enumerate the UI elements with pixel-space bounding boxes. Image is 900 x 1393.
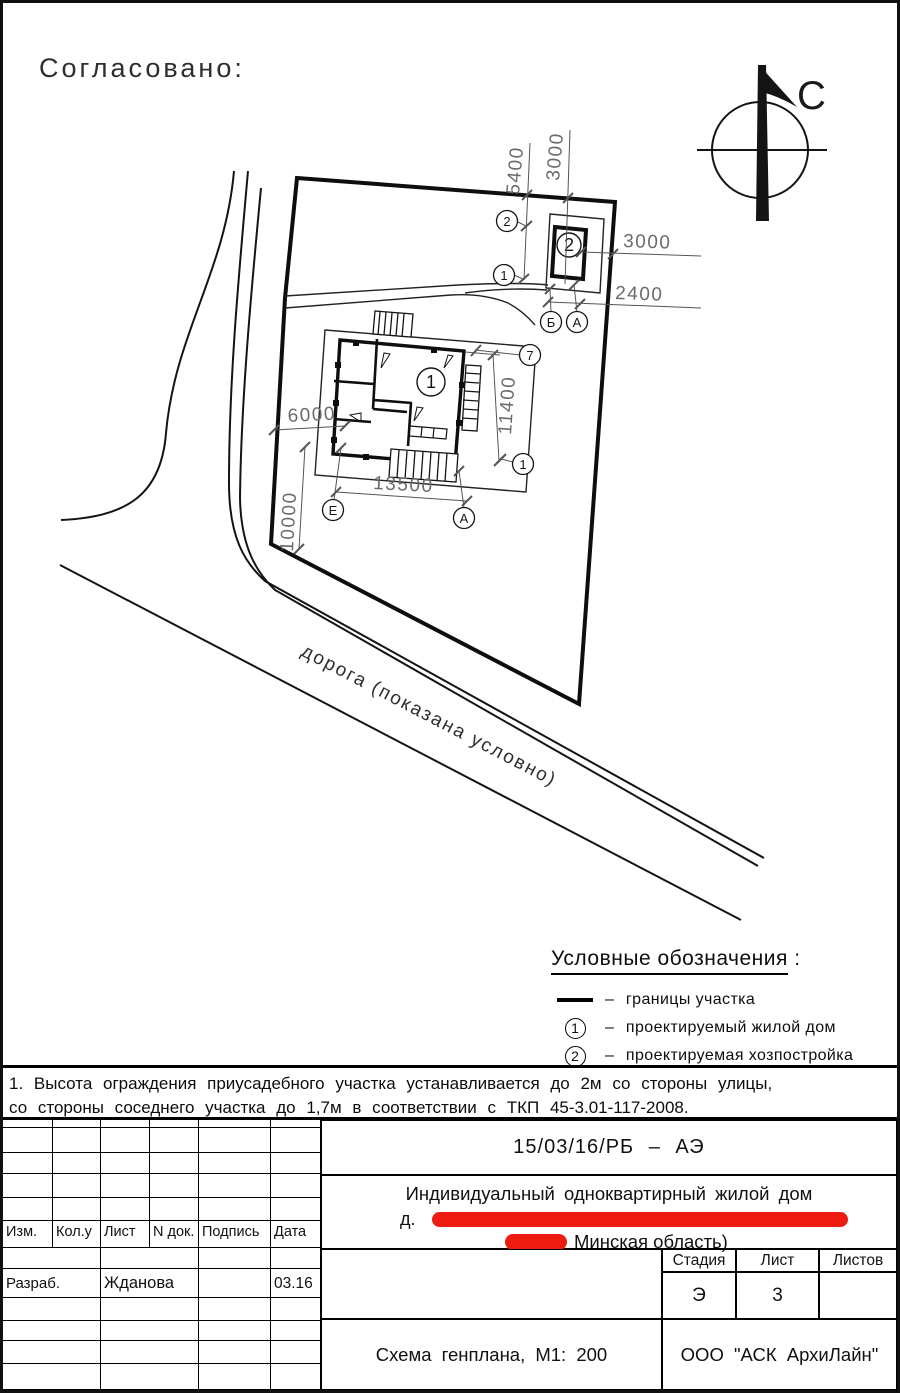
boundary-line-swatch bbox=[557, 998, 593, 1002]
note-line-2: со стороны соседнего участка до 1,7м в соответствии с ТКП 45-3.01-117-2008. bbox=[9, 1098, 689, 1117]
legend-item-house: 1 – проектируемый жилой дом bbox=[551, 1014, 900, 1042]
company-cell: ООО "АСК АрхиЛайн" bbox=[662, 1319, 897, 1390]
drawing-title-cell: Схема генплана, М1: 200 bbox=[321, 1319, 662, 1390]
driveway-path bbox=[285, 284, 548, 326]
signature-table bbox=[3, 1248, 321, 1390]
sheet-label-cell: Лист bbox=[736, 1249, 819, 1272]
region-suffix: Минская область) bbox=[574, 1231, 728, 1252]
dim-3000-top: 3000 bbox=[543, 131, 569, 182]
dim-13500: 13500 bbox=[372, 473, 435, 498]
axis-out-a: А bbox=[572, 315, 582, 330]
dim-10000: 10000 bbox=[277, 490, 302, 553]
axis-out-1: 1 bbox=[500, 268, 508, 283]
stage-label-cell: Стадия bbox=[662, 1249, 736, 1272]
legend-title: Условные обозначения : bbox=[551, 947, 900, 971]
address-prefix: д. bbox=[400, 1208, 416, 1229]
sheet-value-cell: 3 bbox=[736, 1272, 819, 1319]
house-symbol: 1 bbox=[565, 1018, 586, 1039]
signature-sign bbox=[199, 1269, 271, 1298]
col-data: Дата bbox=[271, 1221, 321, 1248]
dim-2400: 2400 bbox=[614, 283, 664, 306]
title-block bbox=[3, 1117, 897, 1390]
site-plan-drawing bbox=[3, 3, 897, 1063]
signature-date: 03.16 bbox=[271, 1269, 321, 1298]
legend-item-outbuilding: 2 – проектируемая хозпостройка bbox=[551, 1042, 900, 1070]
col-izm: Изм. bbox=[3, 1221, 53, 1248]
redaction-blob bbox=[505, 1234, 567, 1250]
axis-house-1: 1 bbox=[519, 457, 527, 472]
house-plan bbox=[331, 311, 481, 482]
legend-item-boundary: – границы участка bbox=[551, 986, 900, 1014]
empty-cell bbox=[321, 1249, 662, 1319]
stair-top bbox=[373, 311, 413, 337]
axis-out-2: 2 bbox=[503, 214, 511, 229]
project-address-line bbox=[400, 1208, 896, 1230]
col-ndok: N док. bbox=[150, 1221, 199, 1248]
dim-11400: 11400 bbox=[495, 375, 521, 436]
outbuilding-number-label: 2 bbox=[563, 235, 575, 255]
revision-table-top bbox=[3, 1120, 321, 1248]
project-name-cell bbox=[321, 1175, 897, 1252]
dim-3000-right: 3000 bbox=[622, 231, 672, 254]
dim-5400: 5400 bbox=[503, 145, 529, 196]
col-list: Лист bbox=[101, 1221, 150, 1248]
col-kolu: Кол.у bbox=[53, 1221, 101, 1248]
road-label: дорога (показана условно) bbox=[297, 640, 561, 792]
stair-right bbox=[462, 365, 481, 431]
redaction-bar bbox=[432, 1212, 848, 1227]
axis-out-b: Б bbox=[546, 315, 556, 330]
approved-stamp-label: Согласовано: bbox=[39, 53, 245, 83]
legend bbox=[551, 947, 900, 1070]
signature-role: Разраб. bbox=[3, 1269, 101, 1298]
dim-6000: 6000 bbox=[287, 403, 337, 427]
note-block bbox=[3, 1065, 897, 1117]
axis-house-a: А bbox=[459, 511, 469, 526]
house-number-label: 1 bbox=[425, 372, 437, 392]
stage-value-cell: Э bbox=[662, 1272, 736, 1319]
north-letter: С bbox=[797, 74, 826, 118]
note-line-1: 1. Высота ограждения приусадебного участка устанавливается до 2м со стороны улицы, bbox=[9, 1074, 773, 1093]
project-title: Индивидуальный одноквартирный жилой дом bbox=[405, 1183, 813, 1204]
outbuilding-plan bbox=[546, 214, 604, 293]
sheets-value-cell bbox=[819, 1272, 897, 1319]
doc-code-cell: 15/03/16/РБ – АЭ bbox=[321, 1120, 897, 1175]
sheets-label-cell: Листов bbox=[819, 1249, 897, 1272]
legend-item-label: границы участка bbox=[625, 991, 756, 1008]
legend-item-label: проектируемый жилой дом bbox=[625, 1019, 836, 1036]
signature-name: Жданова bbox=[101, 1269, 199, 1298]
axis-house-7: 7 bbox=[526, 348, 534, 363]
col-podpis: Подпись bbox=[199, 1221, 271, 1248]
axis-house-e: Е bbox=[328, 503, 338, 518]
legend-item-label: проектируемая хозпостройка bbox=[625, 1047, 854, 1064]
north-arrow bbox=[697, 65, 827, 221]
road-lines bbox=[60, 171, 764, 920]
outbuilding-symbol: 2 bbox=[565, 1046, 586, 1067]
